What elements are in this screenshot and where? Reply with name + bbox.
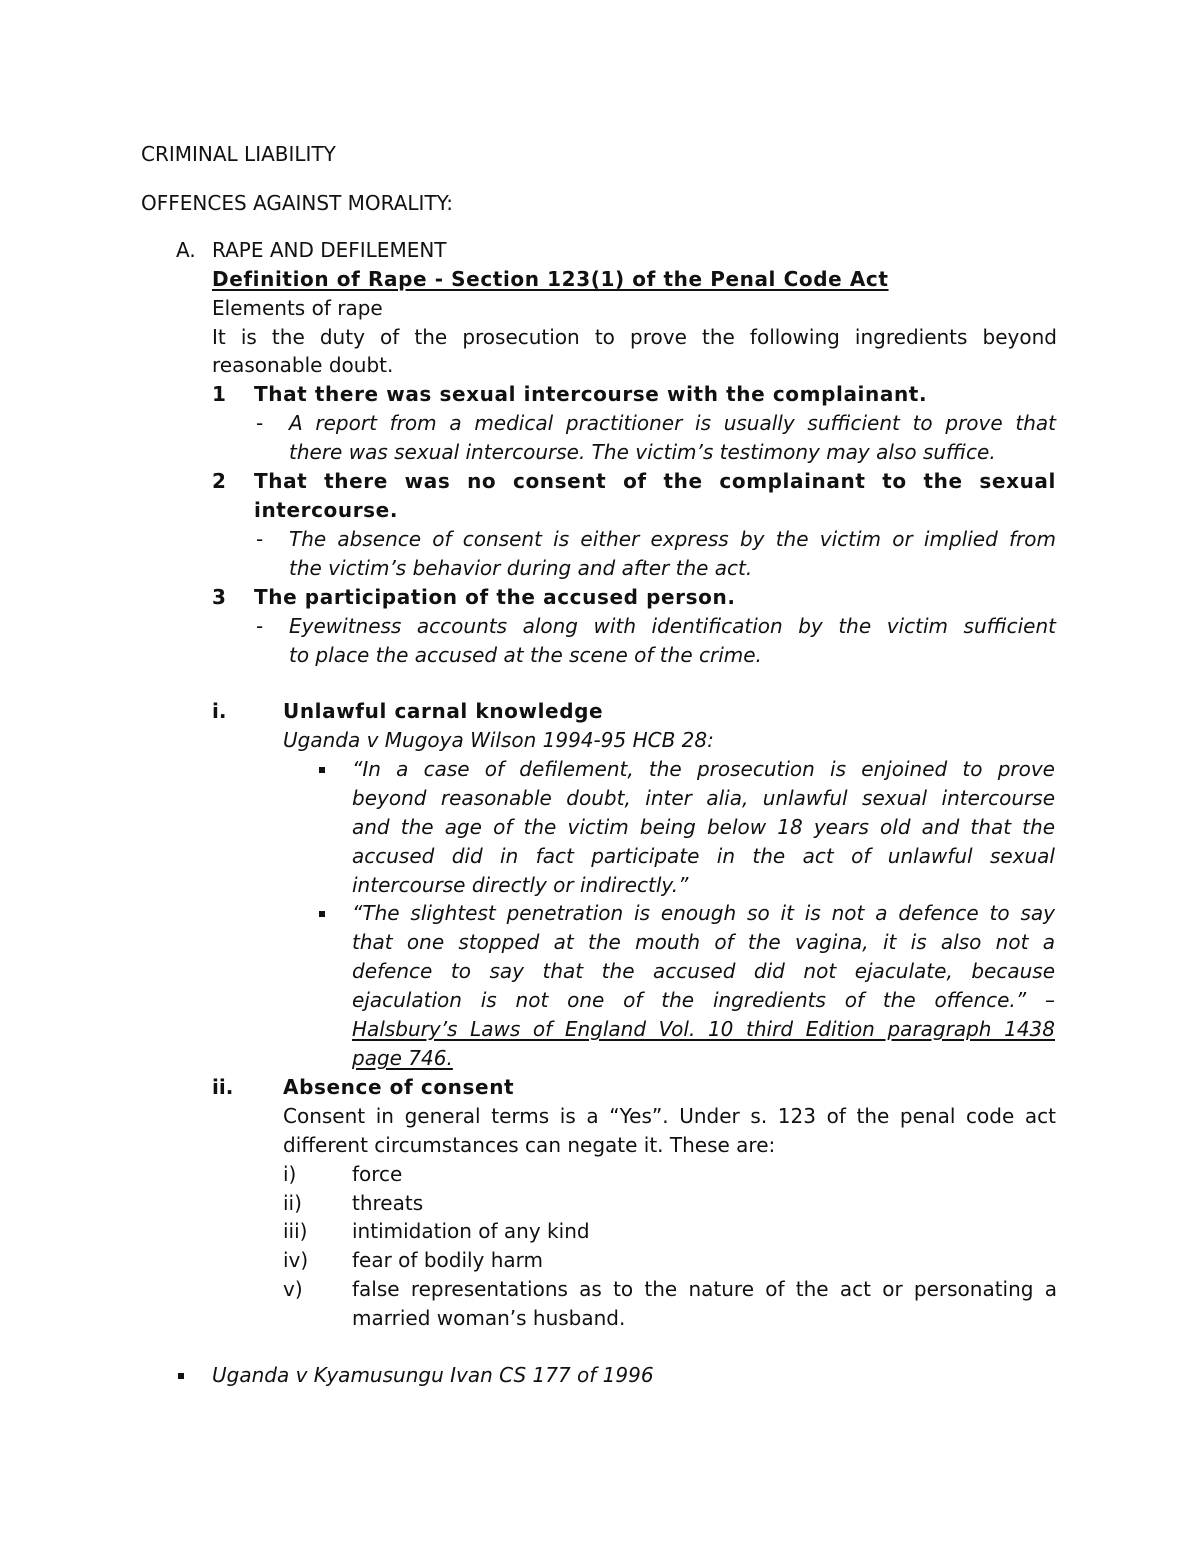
circumstance-item: married woman’s husband. — [352, 1306, 626, 1330]
quote-line: and the age of the victim being below 18 years old and that the — [352, 815, 1055, 839]
quote-line: defence to say that the accused did not ejaculate, because — [352, 959, 1055, 983]
circumstance-marker: v) — [283, 1277, 303, 1301]
circumstance-item: false representations as to the nature of the act or personating a — [352, 1277, 1057, 1301]
quote-line: accused did in fact participate in the act of unlawful sexual — [352, 844, 1055, 868]
intro-line: It is the duty of the prosecution to prove the following ingredients beyond — [212, 325, 1057, 349]
subsection-marker: ii. — [212, 1075, 234, 1099]
quote-line: that one stopped at the mouth of the vagina, it is also not a — [352, 930, 1055, 954]
element-title: That there was sexual intercourse with the complainant. — [254, 382, 928, 406]
elements-label: Elements of rape — [212, 296, 383, 320]
circumstance-marker: iii) — [283, 1219, 308, 1243]
halsbury-citation: Halsbury’s Laws of England Vol. 10 third Edition paragraph 1438 — [352, 1017, 1055, 1041]
bullet-square-icon — [178, 1373, 184, 1379]
section-a-marker: A. — [176, 238, 196, 262]
element-note: A report from a medical practitioner is usually sufficient to prove that — [289, 411, 1056, 435]
consent-intro: different circumstances can negate it. These are: — [283, 1133, 776, 1157]
element-note: Eyewitness accounts along with identification by the victim sufficient — [289, 614, 1056, 638]
circumstance-item: intimidation of any kind — [352, 1219, 590, 1243]
section-a-title: RAPE AND DEFILEMENT — [212, 238, 447, 262]
consent-intro: Consent in general terms is a “Yes”. Under s. 123 of the penal code act — [283, 1104, 1056, 1128]
bullet-square-icon — [319, 767, 325, 773]
element-title: That there was no consent of the complainant to the sexual — [254, 469, 1056, 493]
element-note: the victim’s behavior during and after the act. — [289, 556, 753, 580]
quote-line: beyond reasonable doubt, inter alia, unlawful sexual intercourse — [352, 786, 1055, 810]
document-title: CRIMINAL LIABILITY — [141, 142, 336, 166]
section-subtitle: OFFENCES AGAINST MORALITY: — [141, 191, 453, 215]
circumstance-marker: iv) — [283, 1248, 309, 1272]
subsection-title: Absence of consent — [283, 1075, 515, 1099]
circumstance-marker: ii) — [283, 1191, 302, 1215]
bullet-square-icon — [319, 911, 325, 917]
element-note: there was sexual intercourse. The victim’s testimony may also suffice. — [289, 440, 996, 464]
final-case-citation: Uganda v Kyamusungu Ivan CS 177 of 1996 — [212, 1363, 654, 1387]
element-number: 2 — [212, 469, 226, 493]
circumstance-marker: i) — [283, 1162, 297, 1186]
case-citation: Uganda v Mugoya Wilson 1994-95 HCB 28: — [283, 728, 714, 752]
circumstance-item: force — [352, 1162, 403, 1186]
circumstance-item: fear of bodily harm — [352, 1248, 544, 1272]
circumstance-item: threats — [352, 1191, 424, 1215]
element-note: The absence of consent is either express by the victim or implied from — [289, 527, 1056, 551]
subsection-title: Unlawful carnal knowledge — [283, 699, 604, 723]
element-number: 3 — [212, 585, 226, 609]
element-title: intercourse. — [254, 498, 399, 522]
dash-bullet: - — [256, 411, 264, 435]
element-number: 1 — [212, 382, 226, 406]
rape-definition-heading: Definition of Rape - Section 123(1) of the Penal Code Act — [212, 267, 889, 291]
subsection-marker: i. — [212, 699, 227, 723]
dash-bullet: - — [256, 527, 264, 551]
intro-line: reasonable doubt. — [212, 353, 394, 377]
dash-bullet: - — [256, 614, 264, 638]
quote-line: “In a case of defilement, the prosecution is enjoined to prove — [352, 757, 1055, 781]
quote-line: intercourse directly or indirectly.” — [352, 873, 689, 897]
quote-line: ejaculation is not one of the ingredients of the offence.” – — [352, 988, 1055, 1012]
halsbury-citation: page 746. — [352, 1046, 453, 1070]
element-title: The participation of the accused person. — [254, 585, 736, 609]
element-note: to place the accused at the scene of the crime. — [289, 643, 762, 667]
quote-line: “The slightest penetration is enough so it is not a defence to say — [352, 901, 1055, 925]
